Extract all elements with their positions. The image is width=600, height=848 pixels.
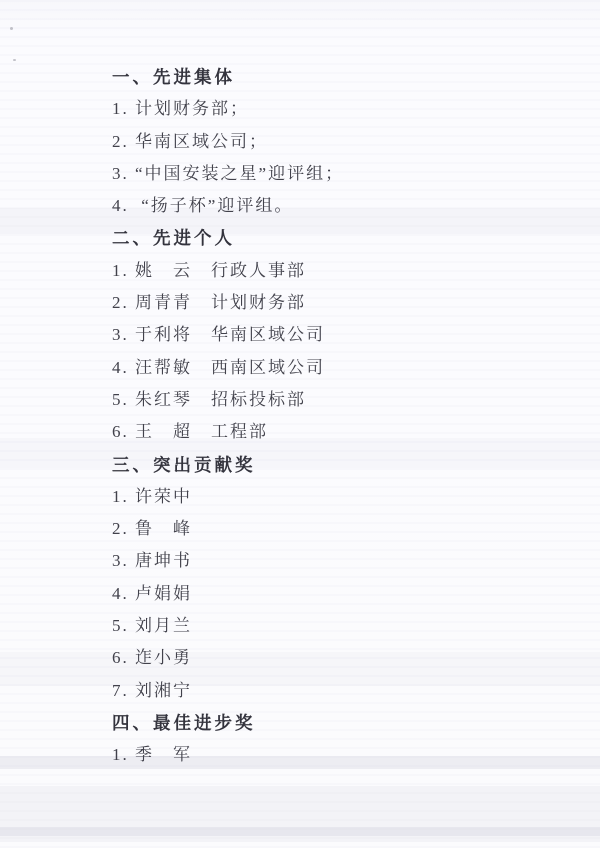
scan-noise-band bbox=[0, 827, 600, 836]
scan-speck-icon bbox=[10, 27, 13, 30]
section-heading: 一、先进集体 bbox=[112, 67, 235, 87]
list-item: 1. 季 军 bbox=[112, 745, 192, 765]
list-item: 4. 汪帮敏 西南区域公司 bbox=[112, 357, 325, 377]
section-heading: 二、先进个人 bbox=[112, 228, 235, 249]
list-item: 5. 刘月兰 bbox=[112, 616, 192, 636]
section-heading: 三、突出贡献奖 bbox=[112, 454, 256, 475]
list-item: 6. 王 超 工程部 bbox=[112, 422, 268, 442]
list-item: 2. 周青青 计划财务部 bbox=[112, 293, 306, 313]
list-item: 4. “扬子杯”迎评组。 bbox=[112, 196, 294, 216]
list-item: 1. 许荣中 bbox=[112, 486, 192, 506]
list-item: 1. 姚 云 行政人事部 bbox=[112, 260, 306, 280]
list-item: 5. 朱红琴 招标投标部 bbox=[112, 389, 306, 409]
document-body bbox=[112, 61, 552, 772]
list-item: 1. 计划财务部； bbox=[112, 99, 249, 119]
scan-noise-band bbox=[0, 786, 600, 842]
list-item: 3. 唐坤书 bbox=[112, 551, 192, 571]
section-heading: 四、最佳进步奖 bbox=[112, 712, 256, 733]
list-item: 2. 华南区域公司； bbox=[112, 131, 268, 151]
list-item: 3. “中国安装之星”迎评组； bbox=[112, 163, 345, 183]
list-item: 4. 卢娟娟 bbox=[112, 583, 192, 603]
list-item: 3. 于利将 华南区域公司 bbox=[112, 325, 325, 345]
list-item: 7. 刘湘宁 bbox=[112, 680, 192, 700]
list-item: 6. 迮小勇 bbox=[112, 648, 192, 668]
scan-speck-icon bbox=[13, 59, 16, 61]
list-item: 2. 鲁 峰 bbox=[112, 519, 192, 539]
